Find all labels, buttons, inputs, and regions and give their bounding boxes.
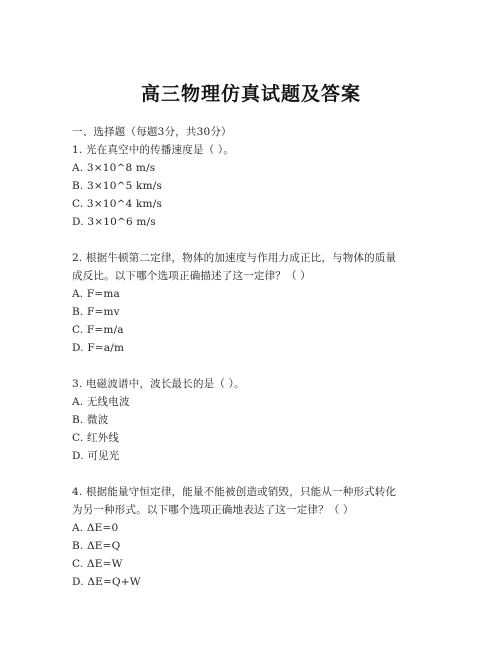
- option-d: D. ΔE=Q+W: [72, 576, 141, 588]
- option-c: C. 红外线: [72, 432, 120, 444]
- option-b: B. 微波: [72, 414, 109, 426]
- option-c: C. ΔE=W: [72, 558, 123, 570]
- option-a: A. ΔE=0: [72, 522, 119, 534]
- question-stem: 3. 电磁波谱中，波长最长的是（ ）。: [72, 378, 245, 390]
- question-stem: 2. 根据牛顿第二定律，物体的加速度与作用力成正比，与物体的质量: [72, 252, 397, 264]
- question-stem-cont: 成反比。以下哪个选项正确描述了这一定律？（ ）: [72, 270, 311, 282]
- question-4: [72, 483, 434, 591]
- option-a: A. 无线电波: [72, 396, 130, 408]
- question-1: [72, 141, 434, 231]
- question-2: [72, 249, 434, 357]
- option-b: B. ΔE=Q: [72, 540, 121, 552]
- option-a: A. 3×10^8 m/s: [72, 162, 156, 174]
- option-c: C. 3×10^4 km/s: [72, 198, 163, 210]
- section-heading: 一、选择题（每题3分，共30分）: [72, 126, 232, 138]
- option-a: A. F=ma: [72, 288, 120, 300]
- spacer: [72, 465, 434, 483]
- question-3: [72, 375, 434, 465]
- option-d: D. 可见光: [72, 450, 120, 462]
- spacer: [72, 231, 434, 249]
- spacer: [72, 357, 434, 375]
- question-stem: 1. 光在真空中的传播速度是（ ）。: [72, 144, 235, 156]
- question-list: [72, 123, 434, 591]
- option-b: B. 3×10^5 km/s: [72, 180, 163, 192]
- page-title: 高三物理仿真试题及答案: [140, 83, 361, 105]
- option-b: B. F=mv: [72, 306, 120, 318]
- option-d: D. 3×10^6 m/s: [72, 216, 156, 228]
- option-d: D. F=a/m: [72, 342, 125, 354]
- question-stem-cont: 为另一种形式。以下哪个选项正确地表达了这一定律？（ ）: [72, 504, 354, 516]
- question-stem: 4. 根据能量守恒定律，能量不能被创造或销毁，只能从一种形式转化: [72, 486, 397, 498]
- option-c: C. F=m/a: [72, 324, 124, 336]
